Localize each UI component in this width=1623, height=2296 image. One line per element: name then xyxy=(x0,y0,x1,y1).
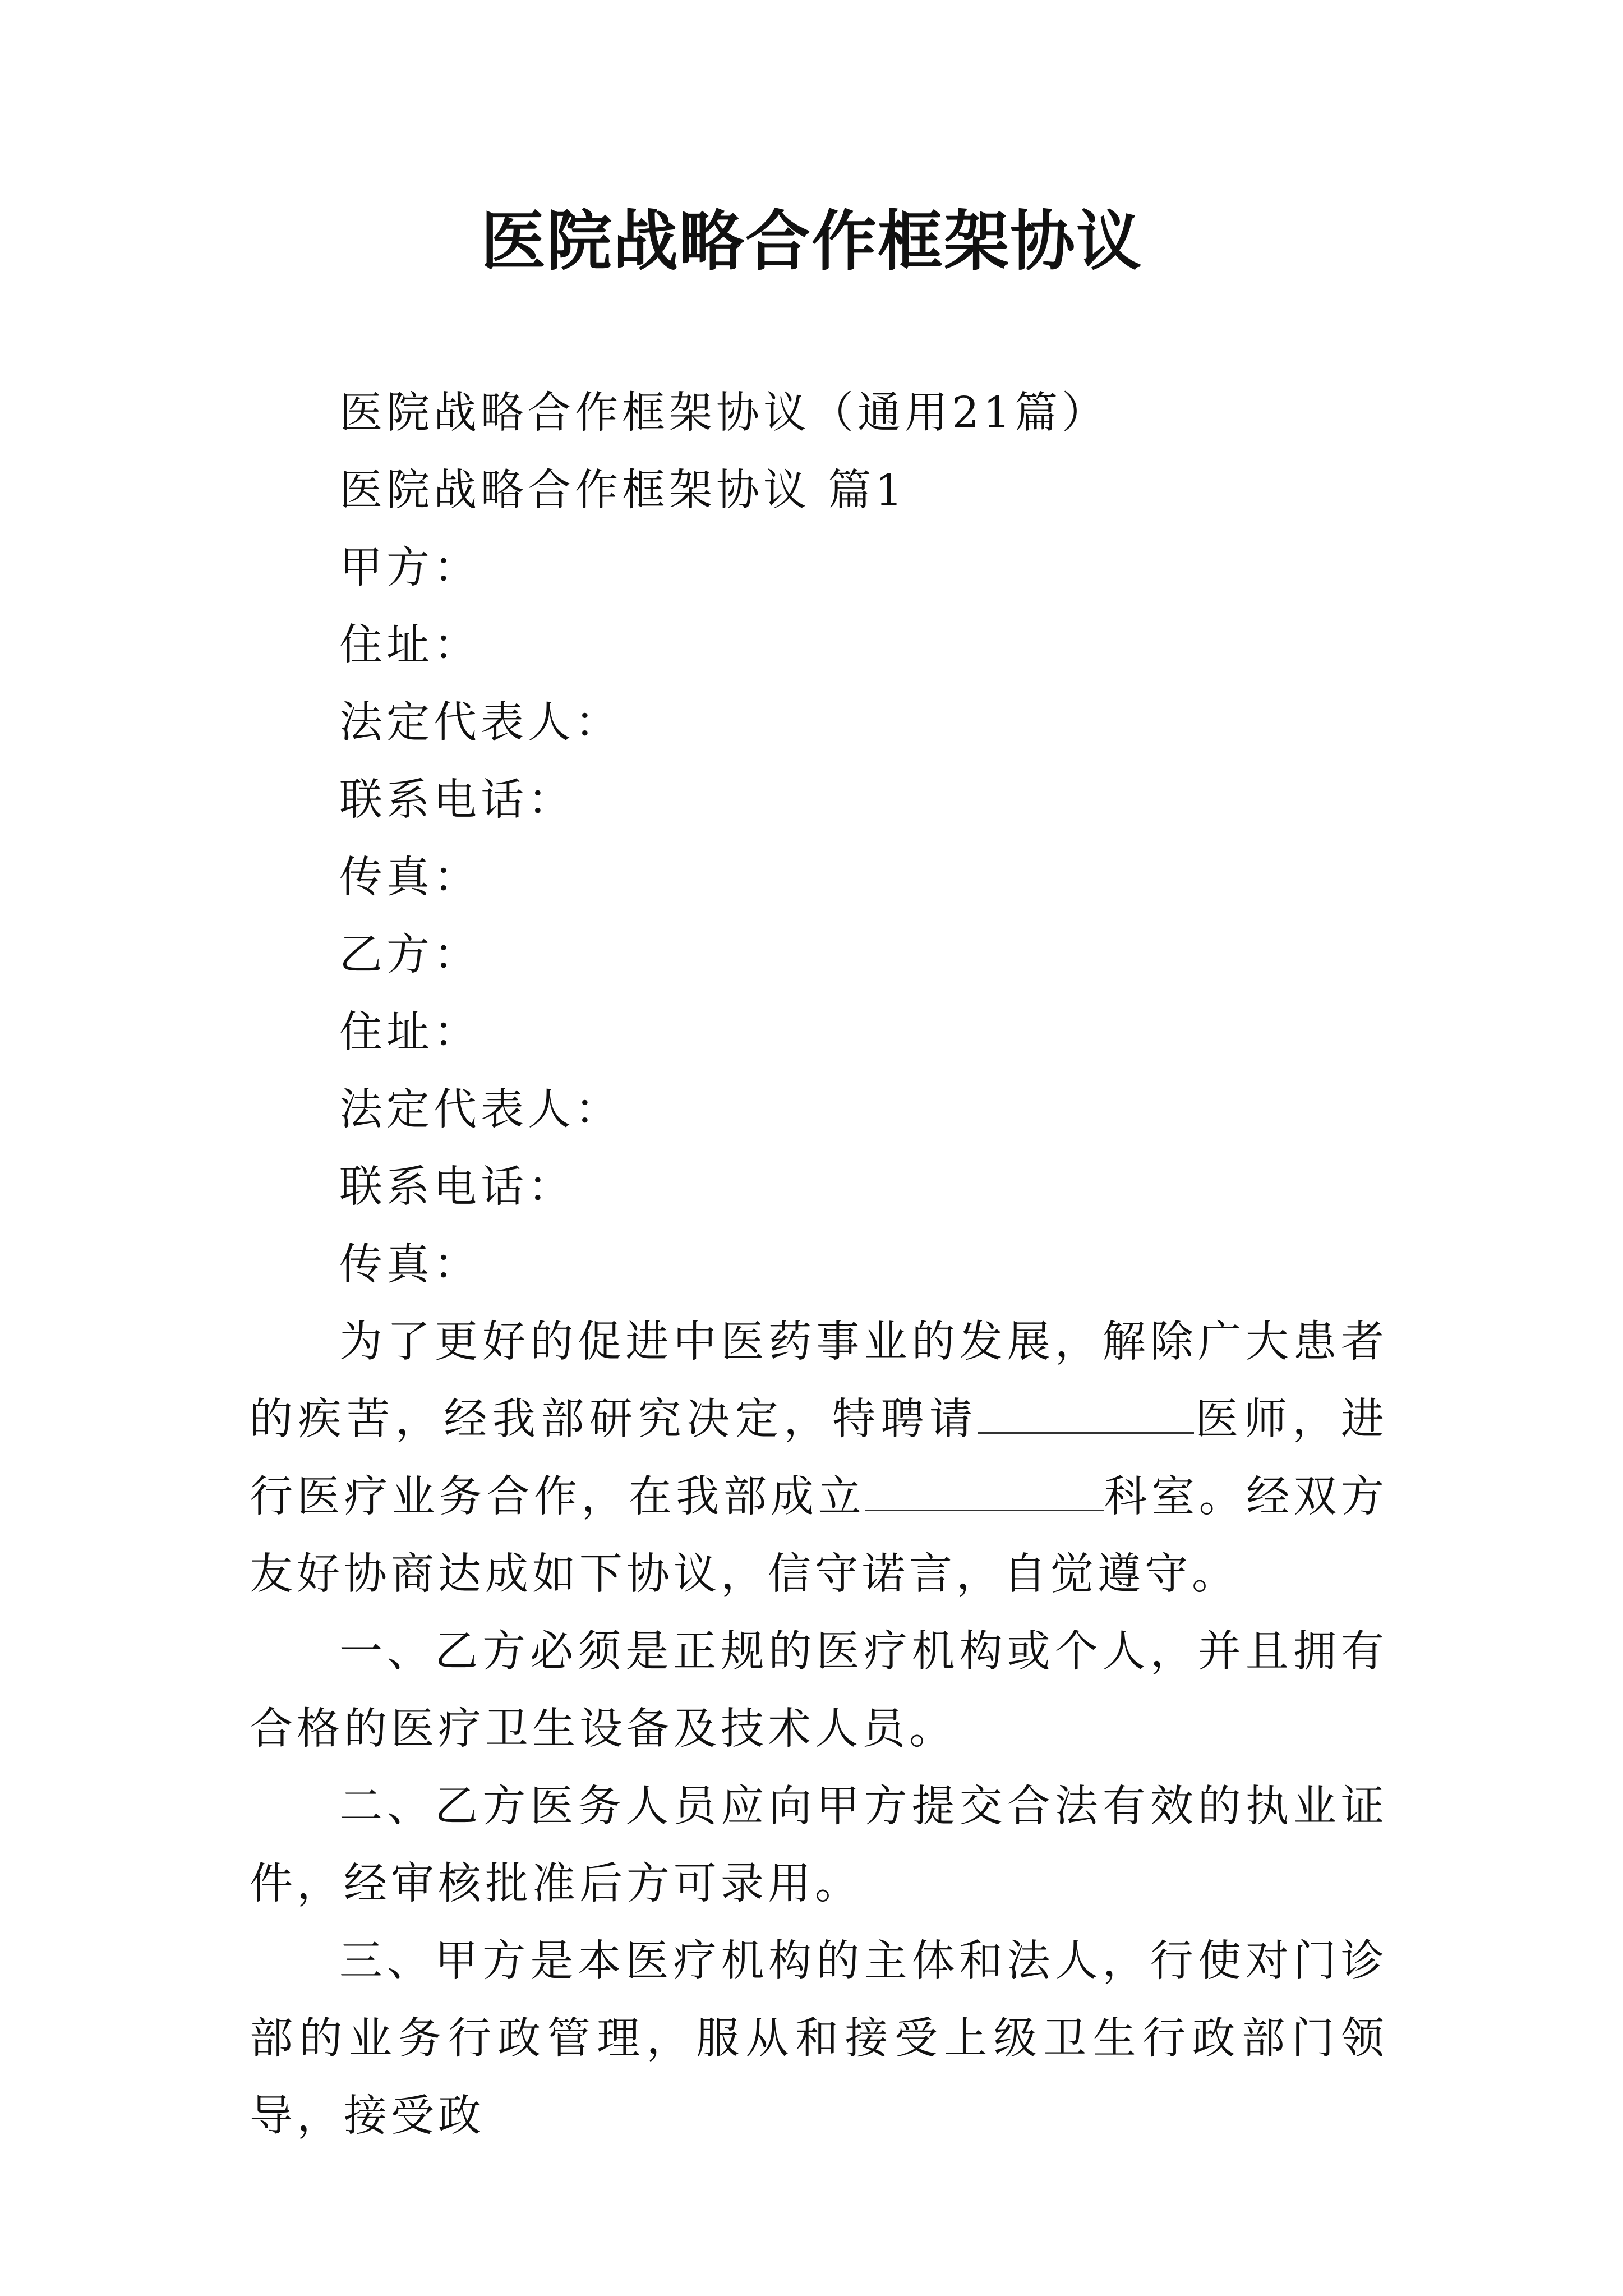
party-b-fax: 传真： xyxy=(339,1240,481,1290)
clause-2: 二、乙方医务人员应向甲方提交合法有效的执业证件，经审核批准后方可录用。 xyxy=(250,1782,1388,1909)
party-a-fax: 传真： xyxy=(339,853,481,903)
intro-text-3: 科室。经双方友好协商达成如下协议，信守诺言，自觉遵守。 xyxy=(250,1472,1389,1599)
party-a-phone: 联系电话： xyxy=(339,775,575,825)
document-subtitle: 医院战略合作框架协议（通用21篇） xyxy=(339,388,1109,438)
party-b-address: 住址： xyxy=(339,1007,481,1057)
party-b-label: 乙方： xyxy=(339,930,481,980)
party-a-label: 甲方： xyxy=(339,543,481,593)
section-heading: 医院战略合作框架协议 篇1 xyxy=(339,466,907,516)
intro-text-1: 为了更好的促进中医药事业的发展，解除广大患者的疾苦，经我部研究决定，特聘请 xyxy=(250,1317,1388,1444)
doctor-name-blank xyxy=(978,1397,1194,1434)
department-name-blank xyxy=(865,1475,1104,1511)
intro-text-2: 医师，进行医疗业务合作，在我部成立 xyxy=(250,1395,1389,1522)
document-body xyxy=(250,375,1388,2155)
document-title: 医院战略合作框架协议 xyxy=(481,203,1142,279)
intro-paragraph xyxy=(250,1304,1388,1613)
party-a-address: 住址： xyxy=(339,620,481,670)
party-a-representative: 法定代表人： xyxy=(339,698,622,748)
clause-3: 三、甲方是本医疗机构的主体和法人，行使对门诊部的业务行政管理，服从和接受上级卫生行政部门领导，接受政 xyxy=(250,1936,1388,2141)
party-b-phone: 联系电话： xyxy=(339,1162,575,1212)
party-b-representative: 法定代表人： xyxy=(339,1085,622,1135)
clause-1: 一、乙方必须是正规的医疗机构或个人，并且拥有合格的医疗卫生设备及技术人员。 xyxy=(250,1627,1388,1754)
